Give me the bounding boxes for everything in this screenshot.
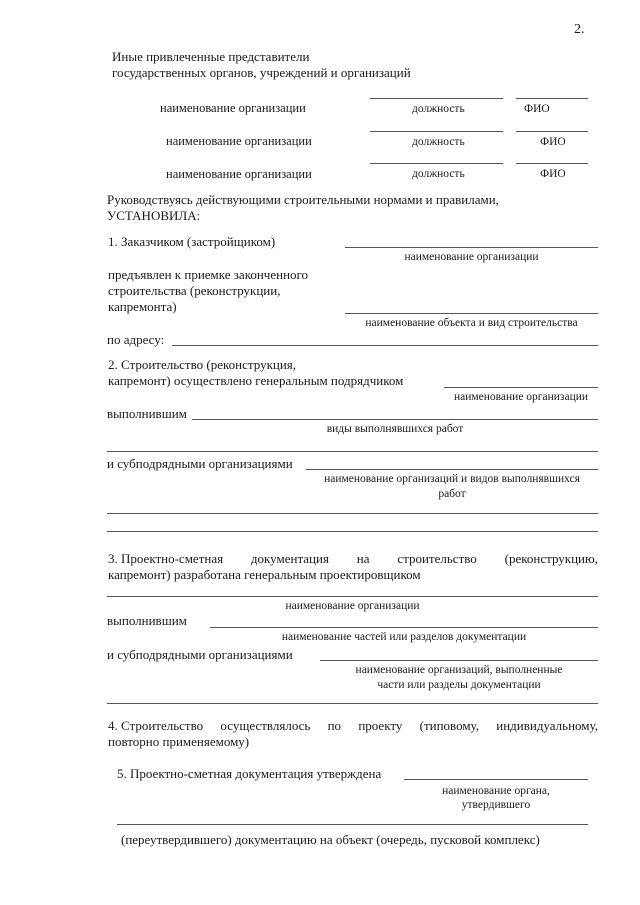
s2-caption-org: наименование организации (453, 391, 589, 403)
s5-blank-line (117, 824, 588, 825)
rep-position-label: должность (412, 168, 465, 180)
s2-text: 2. Строительство (реконструкция, (108, 357, 297, 372)
s3-caption-org: наименование организации (285, 600, 420, 612)
s2-sub-line (306, 469, 598, 470)
s2-caption-works: виды выполнявшихся работ (326, 423, 464, 435)
s1-customer-line (345, 247, 598, 248)
guided-text: Руководствуясь действующими строительными нормами и правилами, (107, 192, 499, 207)
name-line (516, 163, 588, 164)
s1-caption-org: наименование организации (404, 251, 539, 263)
s1-text: строительства (реконструкции, (108, 283, 281, 298)
rep-name-label: ФИО (524, 103, 550, 115)
rep-name-label: ФИО (540, 168, 566, 180)
s2-blank-line (107, 531, 598, 532)
established-heading: УСТАНОВИЛА: (107, 208, 201, 223)
s4-word: индивидуальному, (496, 718, 598, 733)
s2-blank-line (107, 513, 598, 514)
s3-performed-label: выполнившим (107, 613, 187, 628)
rep-position-label: должность (412, 103, 465, 115)
s3-word: документация (250, 551, 329, 566)
s2-text: капремонт) осуществлено генеральным подрядчиком (108, 373, 404, 388)
s2-caption-sub: работ (438, 488, 466, 500)
reps-heading-line1: Иные привлеченные представители (112, 49, 310, 64)
s1-object-line (345, 313, 598, 314)
position-line (370, 131, 503, 132)
s4-text-justified (108, 718, 598, 733)
s3-word: 3. Проектно-сметная (108, 551, 224, 566)
s3-caption-parts: наименование частей или разделов документации (281, 631, 527, 643)
s3-designer-line (107, 596, 598, 597)
s1-address-line (172, 345, 598, 346)
rep-position-label: должность (412, 136, 465, 148)
name-line (516, 98, 588, 99)
s4-word: (типовому, (419, 718, 480, 733)
position-line (370, 163, 503, 164)
rep-org-label: наименование организации (160, 101, 306, 115)
s2-caption-sub: наименование организаций и видов выполнявшихся (324, 473, 580, 485)
s1-text: предъявлен к приемке законченного (108, 267, 309, 282)
rep-name-label: ФИО (540, 136, 566, 148)
rep-org-label: наименование организации (166, 167, 312, 181)
name-line (516, 131, 588, 132)
s3-word: (реконструкцию, (504, 551, 598, 566)
s4-word: по (327, 718, 342, 733)
s4-word: 4. Строительство (108, 718, 204, 733)
s3-caption-sub: наименование организаций, выполненные (355, 664, 563, 676)
s2-sub-label: и субподрядными организациями (107, 456, 293, 471)
s3-text-justified (108, 551, 598, 566)
s4-word: проекту (358, 718, 403, 733)
s2-contractor-line (444, 387, 598, 388)
s5-caption: утвердившего (461, 799, 531, 811)
s1-text: капремонта) (108, 299, 177, 314)
s2-performed-label: выполнившим (107, 406, 187, 421)
s5-caption: наименование органа, (442, 785, 550, 797)
s2-blank-line (107, 451, 598, 452)
s1-customer-label: 1. Заказчиком (застройщиком) (108, 234, 276, 249)
s1-address-label: по адресу: (107, 332, 165, 347)
s1-caption-object: наименование объекта и вид строительства (365, 317, 578, 329)
s3-sub-label: и субподрядными организациями (107, 647, 293, 662)
s3-caption-sub: части или разделы документации (377, 679, 541, 691)
s3-word: строительство (397, 551, 477, 566)
s3-sub-line (320, 660, 598, 661)
s5-reapproved-text: (переутвердившего) документацию на объект (очередь, пусковой комплекс) (121, 832, 540, 847)
position-line (370, 98, 503, 99)
rep-org-label: наименование организации (166, 134, 312, 148)
s2-works-line (192, 419, 598, 420)
s3-text: капремонт) разработана генеральным проектировщиком (108, 567, 421, 582)
s3-parts-line (210, 627, 598, 628)
s4-word: осуществлялось (220, 718, 311, 733)
s5-label: 5. Проектно-сметная документация утверждена (117, 766, 382, 781)
s3-word: на (356, 551, 370, 566)
s3-blank-line (107, 703, 598, 704)
reps-heading-line2: государственных органов, учреждений и организаций (112, 65, 411, 80)
page-number: 2. (574, 22, 585, 37)
s5-approver-line (404, 779, 588, 780)
s4-text: повторно применяемому) (108, 734, 250, 749)
